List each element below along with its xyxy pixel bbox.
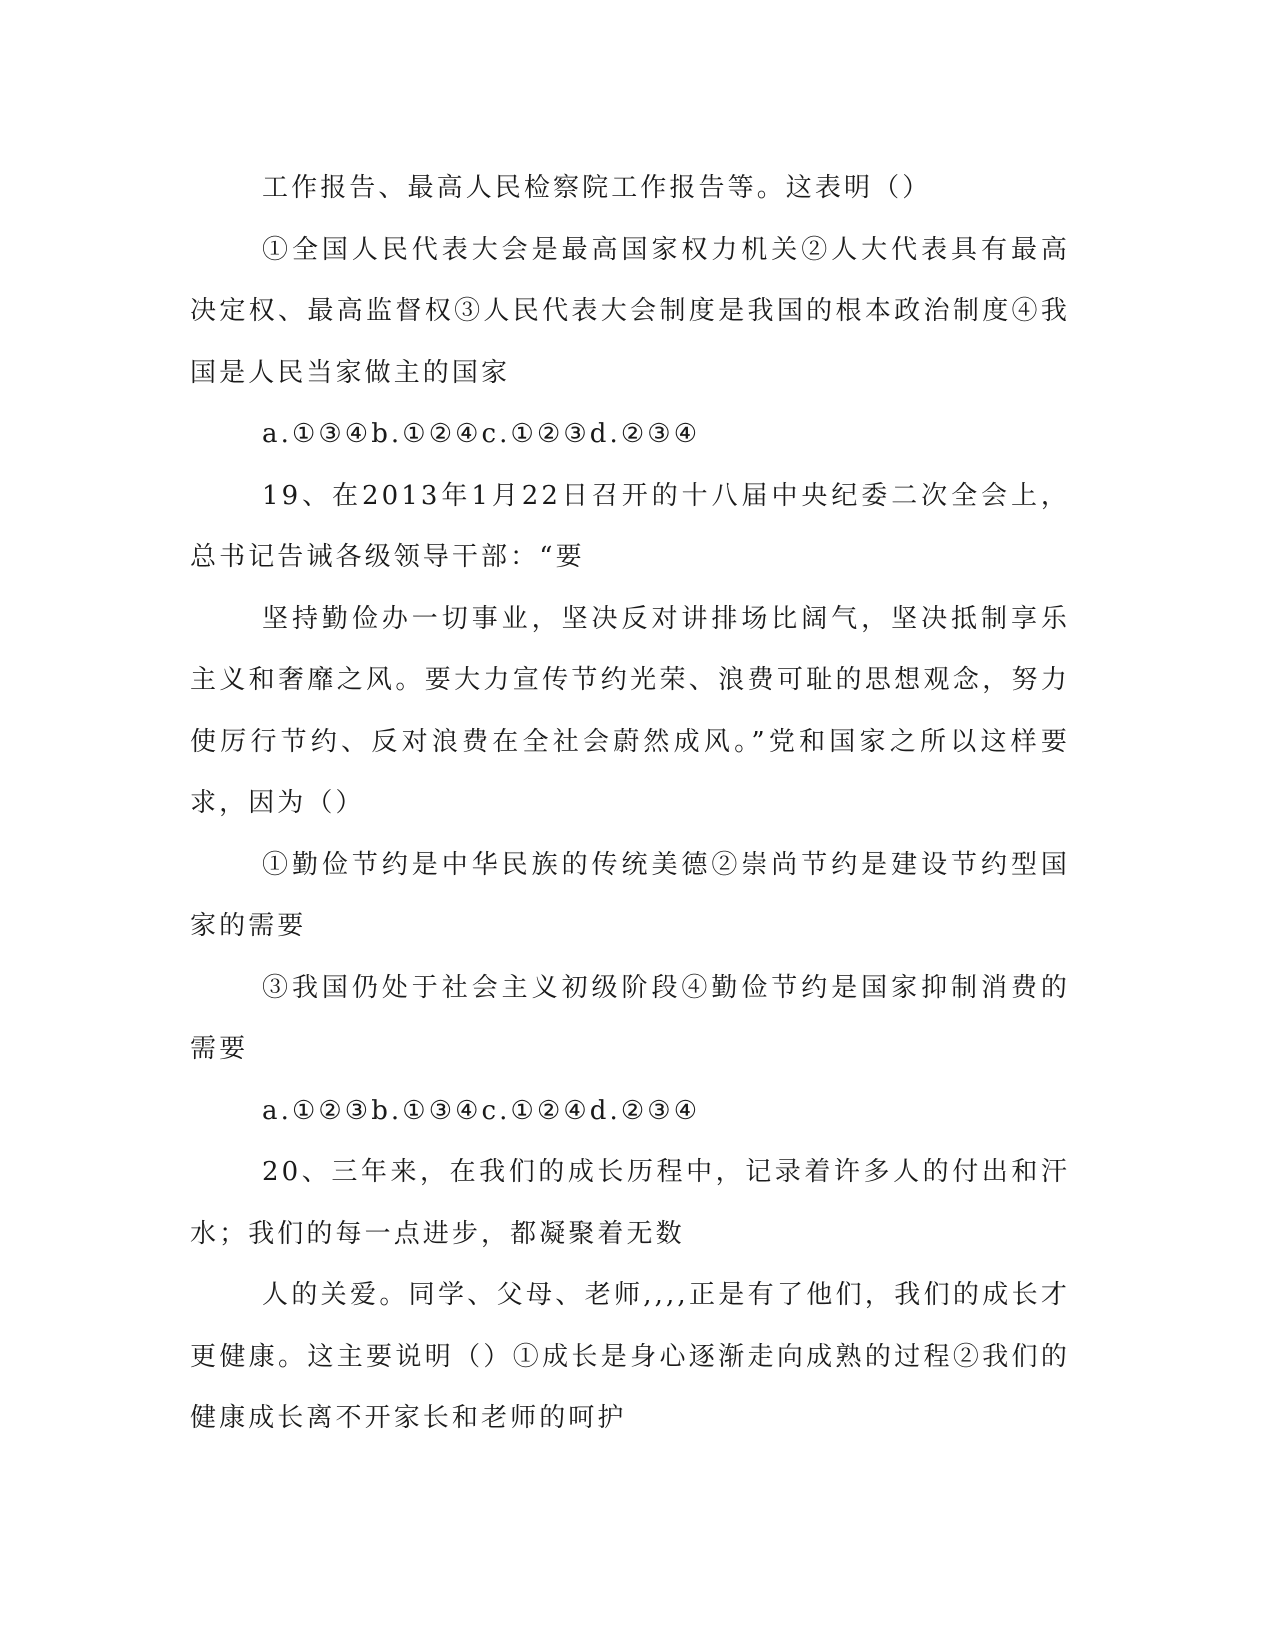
paragraph-4: 19、在2013年1月22日召开的十八届中央纪委二次全会上，总书记告诫各级领导干部：“要 [190,480,1070,572]
document-body [190,158,1070,1450]
paragraph-10: 人的关爱。同学、父母、老师,,,,正是有了他们，我们的成长才更健康。这主要说明（）①成长是身心逐渐走向成熟的过程②我们的健康成长离不开家长和老师的呵护 [190,1280,1070,1433]
paragraph-2: ①全国人民代表大会是最高国家权力机关②人大代表具有最高决定权、最高监督权③人民代表大会制度是我国的根本政治制度④我国是人民当家做主的国家 [190,234,1070,388]
paragraph-6: ①勤俭节约是中华民族的传统美德②崇尚节约是建设节约型国家的需要 [190,849,1070,941]
paragraph-7: ③我国仍处于社会主义初级阶段④勤俭节约是国家抑制消费的需要 [190,972,1070,1064]
paragraph-8: a.①②③b.①③④c.①②④d.②③④ [262,1095,701,1126]
paragraph-9: 20、三年来，在我们的成长历程中，记录着许多人的付出和汗水；我们的每一点进步，都凝聚着无数 [190,1157,1070,1249]
paragraph-5: 坚持勤俭办一切事业，坚决反对讲排场比阔气，坚决抵制享乐主义和奢靡之风。要大力宣传节约光荣、浪费可耻的思想观念，努力使厉行节约、反对浪费在全社会蔚然成风。”党和国家之所以这样要求，因为（） [190,603,1070,818]
paragraph-1: 工作报告、最高人民检察院工作报告等。这表明（） [262,173,932,203]
paragraph-3: a.①③④b.①②④c.①②③d.②③④ [262,419,701,449]
